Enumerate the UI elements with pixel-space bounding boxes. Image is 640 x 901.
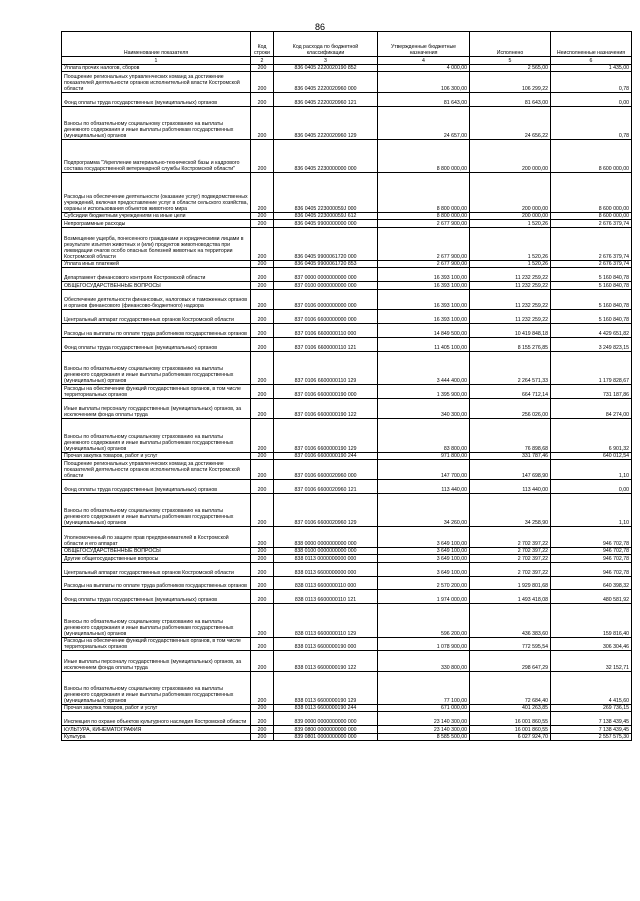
cell-budget-code: 837 0106 6600000110 000 [274,323,378,337]
cell-budget-code: 838 0113 6600000190 129 [274,671,378,704]
header-row-code: Код строки [251,32,274,57]
cell-row-code: 200 [251,452,274,459]
cell-executed: 401 263,85 [470,705,551,712]
budget-execution-table [61,31,632,741]
cell-name: Взносы по обязательному социальному страхованию на выплаты денежного содержания и иные выплаты работникам государственных (муниципальных) органов [62,351,251,384]
cell-executed: 331 787,46 [470,452,551,459]
cell-executed: 256 026,00 [470,398,551,418]
cell-name: Расходы на выплаты по оплате труда работников государственных органов [62,576,251,590]
cell-unexecuted: 32 152,71 [551,651,632,671]
table-row [62,590,632,604]
table-row [62,310,632,324]
cell-unexecuted: 7 138 439,45 [551,712,632,726]
table-row [62,651,632,671]
cell-name: Взносы по обязательному социальному страхованию на выплаты денежного содержания и иные выплаты работникам государственных (муниципальных) органов [62,494,251,527]
cell-approved: 2 570 200,00 [378,576,470,590]
cell-unexecuted: 8 600 000,00 [551,173,632,213]
cell-executed: 10 419 848,18 [470,323,551,337]
table-row [62,555,632,562]
cell-executed: 11 232 259,22 [470,268,551,282]
cell-unexecuted: 2 557 575,30 [551,733,632,740]
cell-name: Иные выплаты персоналу государственных (муниципальных) органов, за исключением фонда оплаты труда [62,398,251,418]
header-col-number: 4 [378,57,470,65]
table-row [62,452,632,459]
cell-name: Поощрение региональных управленческих команд за достижение показателей деятельности органов исполнительной власти Костромской области [62,72,251,92]
cell-name: Прочая закупка товаров, работ и услуг [62,452,251,459]
cell-unexecuted: 1 179 828,67 [551,351,632,384]
cell-row-code: 200 [251,268,274,282]
table-row [62,106,632,139]
cell-unexecuted: 1,10 [551,459,632,479]
table-row [62,480,632,494]
cell-executed: 772 595,54 [470,637,551,651]
cell-row-code: 200 [251,726,274,733]
cell-approved: 8 800 000,00 [378,139,470,172]
cell-executed: 1 520,26 [470,220,551,227]
cell-approved: 11 405 100,00 [378,337,470,351]
cell-unexecuted: 0,00 [551,92,632,106]
cell-name: Поощрение региональных управленческих команд за достижение показателей деятельности органов исполнительной власти Костромской области [62,459,251,479]
cell-unexecuted: 2 676 379,74 [551,227,632,260]
table-row [62,726,632,733]
cell-budget-code: 839 0000 0000000000 000 [274,712,378,726]
cell-executed: 1 929 801,68 [470,576,551,590]
cell-unexecuted: 480 581,92 [551,590,632,604]
cell-approved: 340 300,00 [378,398,470,418]
cell-approved: 1 974 000,00 [378,590,470,604]
cell-name: КУЛЬТУРА, КИНЕМАТОГРАФИЯ [62,726,251,733]
cell-name: Центральный аппарат государственных органов Костромской области [62,562,251,576]
cell-approved: 4 000,00 [378,65,470,72]
cell-row-code: 200 [251,212,274,219]
cell-executed: 1 520,26 [470,227,551,260]
cell-name: Культура [62,733,251,740]
cell-budget-code: 837 0000 0000000000 000 [274,268,378,282]
cell-row-code: 200 [251,398,274,418]
table-row [62,323,632,337]
cell-name: Взносы по обязательному социальному страхованию на выплаты денежного содержания и иные выплаты работникам государственных (муниципальных) органов [62,604,251,637]
table-row [62,733,632,740]
cell-row-code: 200 [251,139,274,172]
cell-name: Фонд оплаты труда государственных (муниципальных) органов [62,480,251,494]
cell-approved: 147 700,00 [378,459,470,479]
cell-executed: 664 712,14 [470,385,551,399]
cell-row-code: 200 [251,227,274,260]
cell-row-code: 200 [251,260,274,267]
cell-row-code: 200 [251,72,274,92]
table-row [62,712,632,726]
cell-executed: 11 232 259,22 [470,289,551,309]
cell-executed: 16 001 860,55 [470,726,551,733]
cell-unexecuted: 731 187,86 [551,385,632,399]
cell-executed: 436 383,60 [470,604,551,637]
cell-approved: 330 800,00 [378,651,470,671]
cell-budget-code: 839 0801 0000000000 000 [274,733,378,740]
cell-row-code: 200 [251,733,274,740]
cell-unexecuted: 1,10 [551,494,632,527]
cell-approved: 113 440,00 [378,480,470,494]
cell-approved: 16 393 100,00 [378,268,470,282]
cell-executed: 72 684,40 [470,671,551,704]
table-row [62,547,632,554]
cell-unexecuted: 6 901,32 [551,419,632,452]
cell-executed: 11 232 259,22 [470,310,551,324]
cell-budget-code: 838 0113 6600000110 000 [274,576,378,590]
cell-approved: 3 649 100,00 [378,527,470,547]
header-unexecuted: Неисполненные назначения [551,32,632,57]
table-row [62,459,632,479]
table-row [62,139,632,172]
cell-row-code: 200 [251,220,274,227]
cell-budget-code: 838 0113 6600000110 129 [274,604,378,637]
cell-unexecuted: 5 160 840,78 [551,282,632,289]
cell-budget-code: 836 0405 9900061720 000 [274,227,378,260]
cell-unexecuted: 1 435,00 [551,65,632,72]
cell-executed: 147 698,90 [470,459,551,479]
cell-budget-code: 837 0106 0000000000 000 [274,289,378,309]
cell-name: Взносы по обязательному социальному страхованию на выплаты денежного содержания и иные выплаты работникам государственных (муниципальных) органов [62,671,251,704]
cell-executed: 1 520,26 [470,260,551,267]
cell-approved: 1 078 900,00 [378,637,470,651]
cell-name: Расходы на обеспечение функций государственных органов, в том числе территориальных органов [62,637,251,651]
header-name: Наименование показателя [62,32,251,57]
cell-executed: 76 898,68 [470,419,551,452]
cell-row-code: 200 [251,282,274,289]
header-col-number: 1 [62,57,251,65]
cell-budget-code: 836 0405 9900000000 000 [274,220,378,227]
cell-unexecuted: 5 160 840,78 [551,268,632,282]
cell-unexecuted: 4 415,60 [551,671,632,704]
cell-executed: 200 000,00 [470,139,551,172]
header-code: Код расхода по бюджетной классификации [274,32,378,57]
cell-approved: 971 800,00 [378,452,470,459]
cell-row-code: 200 [251,637,274,651]
cell-name: Фонд оплаты труда государственных (муниципальных) органов [62,590,251,604]
cell-budget-code: 837 0106 6600000190 000 [274,385,378,399]
cell-budget-code: 838 0113 6600000190 122 [274,651,378,671]
cell-unexecuted: 8 600 000,00 [551,212,632,219]
cell-unexecuted: 269 736,15 [551,705,632,712]
cell-approved: 2 677 900,00 [378,227,470,260]
cell-budget-code: 836 0405 223000059J 000 [274,173,378,213]
cell-executed: 200 000,00 [470,173,551,213]
header-col-number: 6 [551,57,632,65]
cell-name: Фонд оплаты труда государственных (муниципальных) органов [62,92,251,106]
cell-name: Взносы по обязательному социальному страхованию на выплаты денежного содержания и иные выплаты работникам государственных (муниципальных) органов [62,419,251,452]
cell-name: Расходы на обеспечение функций государственных органов, в том числе территориальных органов [62,385,251,399]
cell-row-code: 200 [251,651,274,671]
cell-executed: 24 656,22 [470,106,551,139]
cell-unexecuted: 159 816,40 [551,604,632,637]
cell-name: Уплата прочих налогов, сборов [62,65,251,72]
cell-approved: 2 677 900,00 [378,220,470,227]
cell-name: Подпрограмма "Укрепление материально-технической базы и кадрового состава государственной ветеринарной службы Костромской области" [62,139,251,172]
cell-approved: 3 649 100,00 [378,555,470,562]
cell-name: Обеспечение деятельности финансовых, налоговых и таможенных органов и органов финансового (финансово-бюджетного) надзора [62,289,251,309]
table-row [62,419,632,452]
cell-approved: 8 800 000,00 [378,173,470,213]
table-row [62,268,632,282]
cell-name: Другие общегосударственные вопросы [62,555,251,562]
table-row [62,637,632,651]
cell-row-code: 200 [251,323,274,337]
cell-budget-code: 837 0106 6600020960 121 [274,480,378,494]
cell-row-code: 200 [251,671,274,704]
cell-row-code: 200 [251,604,274,637]
cell-approved: 23 140 300,00 [378,726,470,733]
table-row [62,562,632,576]
table-header [62,32,632,65]
cell-budget-code: 837 0106 6600020960 000 [274,459,378,479]
cell-unexecuted: 3 249 823,15 [551,337,632,351]
cell-approved: 16 393 100,00 [378,282,470,289]
cell-row-code: 200 [251,562,274,576]
cell-unexecuted: 4 429 651,82 [551,323,632,337]
table-row [62,705,632,712]
cell-name: ОБЩЕГОСУДАРСТВЕННЫЕ ВОПРОСЫ [62,282,251,289]
cell-executed: 2 264 571,33 [470,351,551,384]
cell-budget-code: 838 0000 0000000000 000 [274,527,378,547]
cell-budget-code: 836 0405 2220020960 121 [274,92,378,106]
cell-name: Прочая закупка товаров, работ и услуг [62,705,251,712]
cell-budget-code: 838 0113 6600000190 244 [274,705,378,712]
table-row [62,282,632,289]
cell-approved: 3 444 400,00 [378,351,470,384]
cell-budget-code: 837 0106 6600000000 000 [274,310,378,324]
cell-row-code: 200 [251,494,274,527]
cell-row-code: 200 [251,590,274,604]
cell-unexecuted: 946 702,78 [551,547,632,554]
cell-unexecuted: 8 600 000,00 [551,139,632,172]
cell-row-code: 200 [251,480,274,494]
cell-unexecuted: 0,00 [551,480,632,494]
cell-executed: 106 299,22 [470,72,551,92]
cell-row-code: 200 [251,705,274,712]
cell-row-code: 200 [251,351,274,384]
table-row [62,173,632,213]
cell-budget-code: 839 0800 0000000000 000 [274,726,378,733]
cell-budget-code: 836 0405 9900061720 853 [274,260,378,267]
cell-row-code: 200 [251,65,274,72]
cell-executed: 200 000,00 [470,212,551,219]
cell-approved: 16 393 100,00 [378,289,470,309]
cell-executed: 2 702 397,22 [470,527,551,547]
cell-name: Уполномоченный по защите прав предпринимателей в Костромской области и его аппарат [62,527,251,547]
cell-budget-code: 837 0106 6600000190 129 [274,419,378,452]
cell-row-code: 200 [251,555,274,562]
cell-row-code: 200 [251,419,274,452]
cell-name: ОБЩЕГОСУДАРСТВЕННЫЕ ВОПРОСЫ [62,547,251,554]
cell-approved: 3 649 100,00 [378,562,470,576]
cell-row-code: 200 [251,337,274,351]
cell-executed: 2 702 397,22 [470,555,551,562]
header-col-number: 3 [274,57,378,65]
cell-budget-code: 836 0405 2220020960 129 [274,106,378,139]
cell-name: Департамент финансового контроля Костромской области [62,268,251,282]
cell-budget-code: 836 0405 2230000000 000 [274,139,378,172]
cell-row-code: 200 [251,106,274,139]
cell-executed: 8 155 276,85 [470,337,551,351]
header-col-number: 2 [251,57,274,65]
cell-budget-code: 838 0113 6600000110 121 [274,590,378,604]
cell-approved: 106 300,00 [378,72,470,92]
cell-approved: 671 000,00 [378,705,470,712]
table-row [62,527,632,547]
table-row [62,92,632,106]
cell-budget-code: 837 0106 6600020960 129 [274,494,378,527]
cell-executed: 81 643,00 [470,92,551,106]
table-row [62,227,632,260]
cell-name: Взносы по обязательному социальному страхованию на выплаты денежного содержания и иные выплаты работникам государственных (муниципальных) органов [62,106,251,139]
cell-name: Уплата иных платежей [62,260,251,267]
cell-budget-code: 838 0113 6600000000 000 [274,562,378,576]
cell-row-code: 200 [251,712,274,726]
cell-unexecuted: 7 138 439,45 [551,726,632,733]
table-row [62,604,632,637]
table-row [62,494,632,527]
cell-unexecuted: 640 012,54 [551,452,632,459]
cell-budget-code: 838 0113 6600000190 000 [274,637,378,651]
cell-unexecuted: 946 702,78 [551,527,632,547]
cell-unexecuted: 946 702,78 [551,555,632,562]
cell-approved: 24 657,00 [378,106,470,139]
table-row [62,398,632,418]
cell-approved: 81 643,00 [378,92,470,106]
table-row [62,576,632,590]
cell-executed: 298 647,29 [470,651,551,671]
cell-unexecuted: 5 160 840,78 [551,310,632,324]
table-row [62,212,632,219]
cell-executed: 11 232 259,22 [470,282,551,289]
table-row [62,220,632,227]
cell-unexecuted: 2 676 379,74 [551,220,632,227]
cell-name: Непрограммные расходы [62,220,251,227]
cell-unexecuted: 0,78 [551,72,632,92]
cell-budget-code: 837 0106 6600000190 122 [274,398,378,418]
cell-approved: 14 849 500,00 [378,323,470,337]
cell-name: Иные выплаты персоналу государственных (муниципальных) органов, за исключением фонда оплаты труда [62,651,251,671]
cell-budget-code: 837 0106 6600000190 244 [274,452,378,459]
cell-unexecuted: 306 304,46 [551,637,632,651]
cell-approved: 596 200,00 [378,604,470,637]
cell-name: Инспекция по охране объектов культурного наследия Костромской области [62,712,251,726]
cell-name: Фонд оплаты труда государственных (муниципальных) органов [62,337,251,351]
cell-budget-code: 838 0100 0000000000 000 [274,547,378,554]
table-row [62,671,632,704]
cell-budget-code: 836 0405 2220020190 852 [274,65,378,72]
cell-row-code: 200 [251,289,274,309]
cell-budget-code: 836 0405 2220020960 000 [274,72,378,92]
cell-budget-code: 836 0405 223000059J 612 [274,212,378,219]
cell-approved: 23 140 300,00 [378,712,470,726]
cell-row-code: 200 [251,92,274,106]
cell-executed: 16 001 860,55 [470,712,551,726]
table-row [62,385,632,399]
header-approved: Утвержденные бюджетные назначения [378,32,470,57]
cell-budget-code: 837 0106 6600000110 129 [274,351,378,384]
cell-executed: 1 493 418,08 [470,590,551,604]
cell-approved: 8 585 500,00 [378,733,470,740]
cell-row-code: 200 [251,576,274,590]
cell-executed: 6 027 924,70 [470,733,551,740]
cell-approved: 16 393 100,00 [378,310,470,324]
table-row [62,72,632,92]
cell-unexecuted: 2 676 379,74 [551,260,632,267]
cell-approved: 34 260,00 [378,494,470,527]
cell-budget-code: 837 0106 6600000110 121 [274,337,378,351]
cell-name: Расходы на выплаты по оплате труда работников государственных органов [62,323,251,337]
cell-name: Субсидии бюджетным учреждениям на иные цели [62,212,251,219]
cell-executed: 34 258,90 [470,494,551,527]
cell-name: Возмещение ущерба, понесенного гражданами и юридическими лицами в результате изъятия животных и (или) продуктов животноводства при ликвидации очагов особо опасных болезней животных на территории Костромской области [62,227,251,260]
cell-name: Центральный аппарат государственных органов Костромской области [62,310,251,324]
cell-executed: 2 702 397,22 [470,562,551,576]
cell-row-code: 200 [251,310,274,324]
table-row [62,351,632,384]
cell-executed: 113 440,00 [470,480,551,494]
page-number: 86 [314,22,325,32]
table-body [62,65,632,741]
cell-row-code: 200 [251,527,274,547]
cell-unexecuted: 640 398,32 [551,576,632,590]
cell-budget-code: 837 0100 0000000000 000 [274,282,378,289]
cell-name: Расходы на обеспечение деятельности (оказание услуг) подведомственных учреждений, включая предоставление услуг в области сельского хозяйства, охраны и использования объектов животного мира [62,173,251,213]
cell-row-code: 200 [251,459,274,479]
table-row [62,65,632,72]
header-executed: Исполнено [470,32,551,57]
cell-approved: 8 800 000,00 [378,212,470,219]
cell-approved: 2 677 900,00 [378,260,470,267]
cell-budget-code: 838 0113 0000000000 000 [274,555,378,562]
cell-executed: 2 702 397,22 [470,547,551,554]
cell-approved: 83 800,00 [378,419,470,452]
cell-unexecuted: 946 702,78 [551,562,632,576]
cell-row-code: 200 [251,173,274,213]
cell-unexecuted: 0,78 [551,106,632,139]
table-row [62,289,632,309]
cell-unexecuted: 84 274,00 [551,398,632,418]
cell-row-code: 200 [251,385,274,399]
cell-executed: 2 565,00 [470,65,551,72]
table-row [62,337,632,351]
cell-unexecuted: 5 160 840,78 [551,289,632,309]
cell-row-code: 200 [251,547,274,554]
cell-approved: 1 395 900,00 [378,385,470,399]
cell-approved: 3 649 100,00 [378,547,470,554]
header-col-number: 5 [470,57,551,65]
table-row [62,260,632,267]
cell-approved: 77 100,00 [378,671,470,704]
